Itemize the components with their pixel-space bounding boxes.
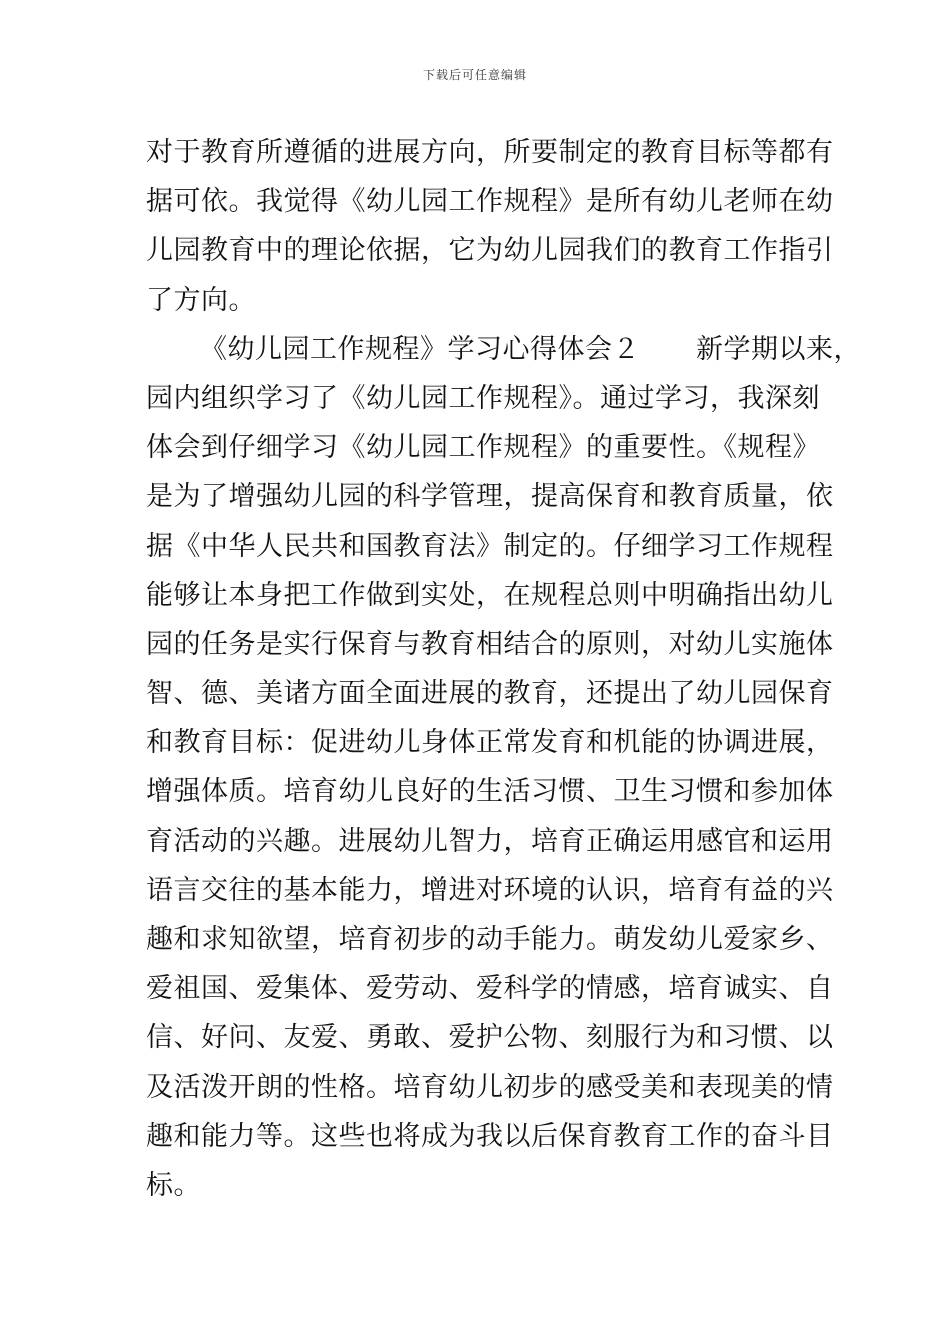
text-line: 园的任务是实行保育与教育相结合的原则，对幼儿实施体 [146, 628, 834, 660]
text-line: 体会到仔细学习《幼儿园工作规程》的重要性。《规程》 [146, 432, 820, 464]
text-line: 据《中华人民共和国教育法》制定的。仔细学习工作规程 [146, 530, 834, 562]
text-line: 增强体质。培育幼儿良好的生活习惯、卫生习惯和参加体 [146, 776, 834, 808]
text-line: 育活动的兴趣。进展幼儿智力，培育正确运用感官和运用 [146, 825, 834, 857]
text-line: 语言交往的基本能力，增进对环境的认识，培育有益的兴 [146, 874, 834, 906]
text-line: 园内组织学习了《幼儿园工作规程》。通过学习，我深刻 [146, 382, 820, 414]
text-line: 趣和求知欲望，培育初步的动手能力。萌发幼儿爱家乡、 [146, 924, 834, 955]
text-line: 是为了增强幼儿园的科学管理，提高保育和教育质量，依 [146, 481, 834, 513]
section-heading-line [146, 325, 861, 374]
section-lead: 新学期以来， [696, 333, 861, 365]
text-line: 标。 [146, 1169, 201, 1201]
text-line: 对于教育所遵循的进展方向，所要制定的教育目标等都有 [146, 137, 834, 168]
text-line: 智、德、美诸方面全面进展的教育，还提出了幼儿园保育 [146, 678, 834, 710]
text-line: 能够让本身把工作做到实处，在规程总则中明确指出幼儿 [146, 579, 834, 611]
header-note: 下载后可任意编辑 [422, 68, 527, 82]
document-body [146, 128, 861, 1210]
text-line: 据可依。我觉得《幼儿园工作规程》是所有幼儿老师在幼 [146, 186, 834, 218]
text-line: 了方向。 [146, 284, 256, 316]
text-line: 和教育目标：促进幼儿身体正常发育和机能的协调进展， [146, 727, 834, 759]
text-line: 趣和能力等。这些也将成为我以后保育教育工作的奋斗目 [146, 1120, 834, 1152]
section-title: 《幼儿园工作规程》学习心得体会２ [200, 333, 640, 365]
text-line: 及活泼开朗的性格。培育幼儿初步的感受美和表现美的情 [146, 1071, 834, 1103]
text-line: 爱祖国、爱集体、爱劳动、爱科学的情感，培育诚实、自 [146, 973, 834, 1005]
text-line: 信、好问、友爱、勇敢、爱护公物、刻服行为和习惯、以 [146, 1022, 834, 1054]
text-line: 儿园教育中的理论依据，它为幼儿园我们的教育工作指引 [146, 235, 834, 267]
